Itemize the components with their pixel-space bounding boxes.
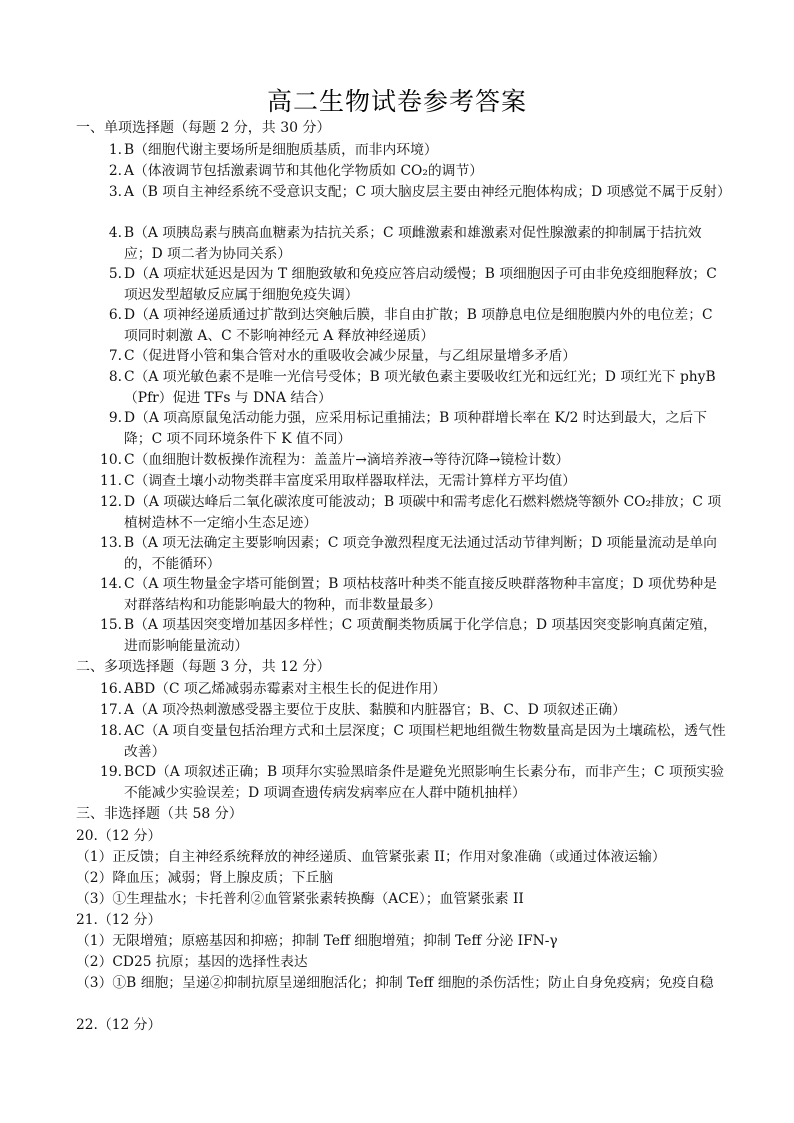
- question-20-answer-2: （2）降血压；减弱；肾上腺皮质；下丘脑: [76, 870, 334, 886]
- item-number: 16.: [100, 681, 122, 697]
- answer-item: [96, 161, 726, 182]
- item-number: 17.: [100, 702, 122, 718]
- item-number: 10.: [100, 452, 122, 468]
- section-2-heading: 二、多项选择题（每题 3 分，共 12 分）: [76, 659, 331, 675]
- question-20-answer-3: （3）①生理盐水；卡托普利②血管紧张素转换酶（ACE）；血管紧张素 II: [76, 891, 524, 907]
- item-text: C（A 项生物量金字塔可能倒置；B 项枯枝落叶种类不能直接反映群落物种丰富度；D 项优势种是对群落结构和功能影响最大的物种，而非数量最多）: [124, 576, 717, 613]
- answer-item: [96, 140, 726, 161]
- item-number: 6.: [108, 307, 122, 323]
- question-21-answer-1: （1）无限增殖；原癌基因和抑癌；抑制 Teff 细胞增殖；抑制 Teff 分泌 IFN-γ: [76, 933, 558, 949]
- item-number: 4.: [108, 225, 122, 241]
- item-number: 15.: [100, 617, 122, 633]
- item-text: AC（A 项自变量包括治理方式和土层深度；C 项围栏耙地组微生物数量高是因为土壤疏松，透气性改善）: [124, 723, 726, 760]
- item-text: A（体液调节包括激素调节和其他化学物质如 CO₂的调节）: [124, 163, 484, 179]
- question-22-header: 22.（12 分）: [76, 1017, 162, 1033]
- item-text: D（A 项碳达峰后二氧化碳浓度可能波动；B 项碳中和需考虑化石燃料燃烧等额外 CO₂排放；C 项植树造林不一定缩小生态足迹）: [124, 494, 722, 531]
- item-text: B（细胞代谢主要场所是细胞质基质，而非内环境）: [124, 142, 438, 158]
- item-text: B（A 项无法确定主要影响因素；C 项竞争激烈程度无法通过活动节律判断；D 项能量流动是单向的，不能循环）: [124, 535, 717, 572]
- answer-item: [96, 615, 726, 656]
- question-20-header: 20.（12 分）: [76, 828, 162, 844]
- answer-item: [96, 679, 726, 700]
- answer-item: [96, 721, 726, 762]
- item-text: A（B 项自主神经系统不受意识支配；C 项大脑皮层主要由神经元胞体构成；D 项感觉不属于反射）: [124, 184, 731, 200]
- answer-item: [96, 533, 726, 574]
- item-number: 2.: [108, 163, 122, 179]
- answer-item: [96, 450, 726, 471]
- item-text: D（A 项高原鼠兔活动能力强，应采用标记重捕法；B 项种群增长率在 K/2 时达到最大，之后下降；C 项不同环境条件下 K 值不同）: [124, 410, 707, 447]
- question-21-header: 21.（12 分）: [76, 912, 162, 928]
- answer-item: [96, 471, 726, 492]
- answer-item: [96, 346, 726, 367]
- answer-item: [96, 492, 726, 533]
- item-text: C（A 项光敏色素不是唯一光信号受体；B 项光敏色素主要吸收红光和远红光；D 项红光下 phyB（Pfr）促进 TFs 与 DNA 结合）: [124, 369, 716, 406]
- item-number: 5.: [108, 266, 122, 282]
- answer-item: [96, 367, 726, 408]
- item-number: 19.: [100, 764, 122, 780]
- item-number: 1.: [108, 142, 122, 158]
- answer-item: [96, 264, 726, 305]
- answer-item: [96, 408, 726, 449]
- item-number: 8.: [108, 369, 122, 385]
- item-number: 12.: [100, 494, 122, 510]
- item-number: 3.: [108, 184, 122, 200]
- item-text: ABD（C 项乙烯减弱赤霉素对主根生长的促进作用）: [124, 681, 447, 697]
- item-text: C（促进肾小管和集合管对水的重吸收会减少尿量，与乙组尿量增多矛盾）: [124, 348, 577, 364]
- item-text: D（A 项症状延迟是因为 T 细胞致敏和免疫应答启动缓慢；B 项细胞因子可由非免疫细胞释放；C 项迟发型超敏反应属于细胞免疫失调）: [124, 266, 717, 303]
- answer-item: [96, 700, 726, 721]
- item-number: 11.: [100, 473, 122, 489]
- answer-item: [96, 305, 726, 346]
- section-1-heading: 一、单项选择题（每题 2 分，共 30 分）: [76, 120, 331, 136]
- question-21-answer-2: （2）CD25 抗原；基因的选择性表达: [76, 954, 308, 970]
- answer-item: [96, 574, 726, 615]
- page-title: 高二生物试卷参考答案: [266, 87, 527, 116]
- item-number: 9.: [108, 410, 122, 426]
- item-text: C（血细胞计数板操作流程为：盖盖片→滴培养液→等待沉降→镜检计数）: [124, 452, 570, 468]
- answer-item: [96, 182, 731, 203]
- question-20-answer-1: （1）正反馈；自主神经系统释放的神经递质、血管紧张素 II；作用对象准确（或通过体液运输）: [76, 849, 666, 865]
- item-text: D（A 项神经递质通过扩散到达突触后膜，非自由扩散；B 项静息电位是细胞膜内外的电位差；C 项同时刺激 A、C 不影响神经元 A 释放神经递质）: [124, 307, 713, 344]
- item-number: 14.: [100, 576, 122, 592]
- item-text: C（调查土壤小动物类群丰富度采用取样器取样法，无需计算样方平均值）: [124, 473, 577, 489]
- item-text: B（A 项胰岛素与胰高血糖素为拮抗关系；C 项雌激素和雄激素对促性腺激素的抑制属于拮抗效应；D 项二者为协同关系）: [124, 225, 702, 262]
- question-21-answer-3: （3）①B 细胞；呈递②抑制抗原呈递细胞活化；抑制 Teff 细胞的杀伤活性；防止自身免疫病；免疫自稳: [76, 975, 714, 991]
- answer-item: [96, 762, 726, 803]
- item-number: 18.: [100, 723, 122, 739]
- answer-item: [96, 223, 726, 264]
- section-3-heading: 三、非选择题（共 58 分）: [76, 806, 243, 822]
- item-text: B（A 项基因突变增加基因多样性；C 项黄酮类物质属于化学信息；D 项基因突变影响真菌定殖，进而影响能量流动）: [124, 617, 717, 654]
- item-text: BCD（A 项叙述正确；B 项拜尔实验黑暗条件是避免光照影响生长素分布，而非产生；C 项预实验不能减少实验误差；D 项调查遗传病发病率应在人群中随机抽样）: [124, 764, 725, 801]
- item-text: A（A 项冷热刺激感受器主要位于皮肤、黏膜和内脏器官；B、C、D 项叙述正确）: [124, 702, 626, 718]
- item-number: 7.: [108, 348, 122, 364]
- item-number: 13.: [100, 535, 122, 551]
